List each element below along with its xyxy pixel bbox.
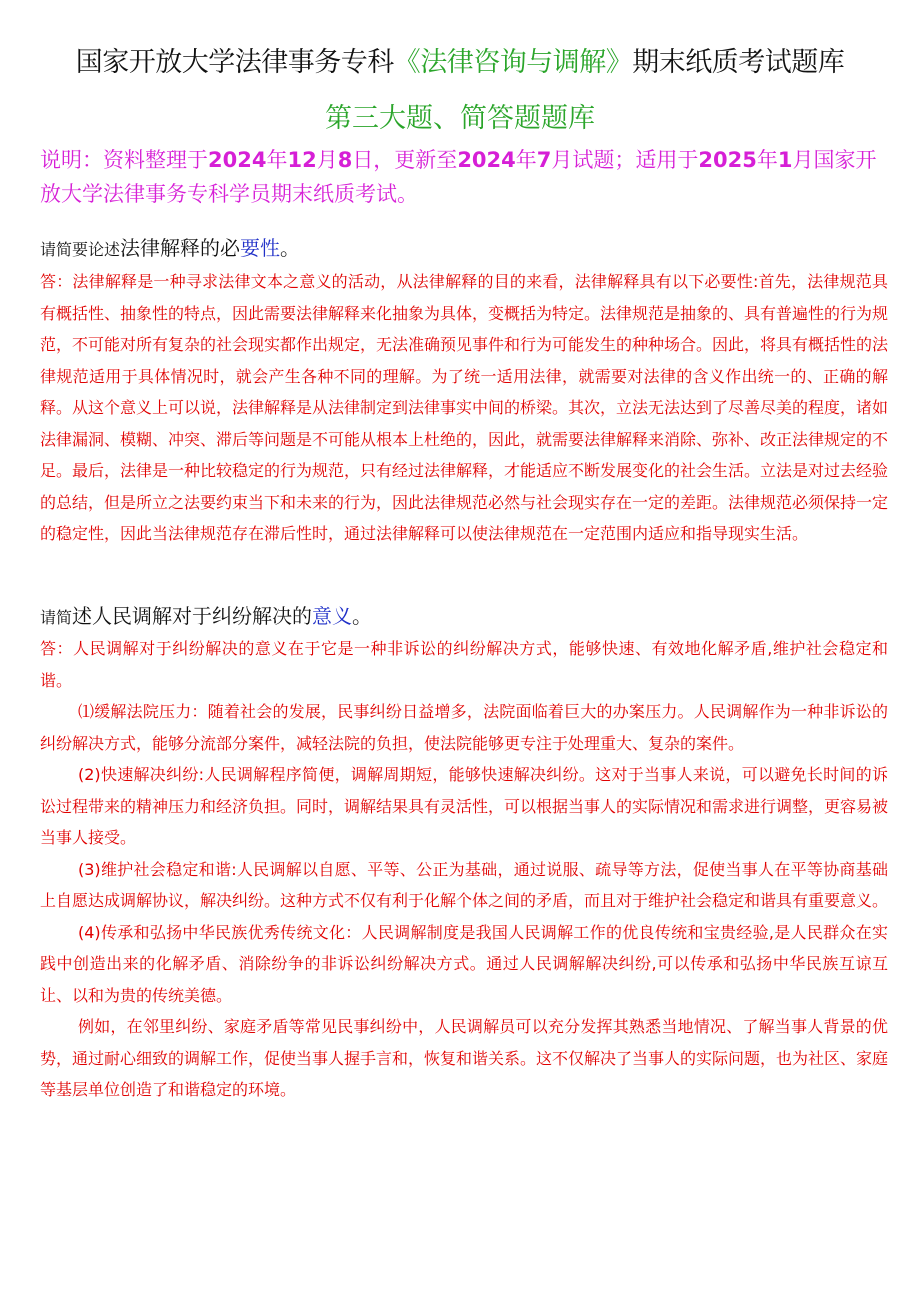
answer-point-4: (4)传承和弘扬中华民族优秀传统文化：人民调解制度是我国人民调解工作的优良传统和宝贵经验,是人民群众在实践中创造出来的化解矛盾、消除纷争的非诉讼纠纷解决方式。通过人民调解解决纠纷,可以传承和弘扬中华民族互谅互让、以和为贵的传统美德。 <box>40 922 888 1005</box>
note-bold: 8 <box>337 148 353 172</box>
answer-intro: 答：人民调解对于纠纷解决的意义在于它是一种非诉讼的纠纷解决方式，能够快速、有效地化解矛盾,维护社会稳定和谐。 <box>40 639 888 690</box>
answer-point-2: (2)快速解决纠纷:人民调解程序简便，调解周期短，能够快速解决纠纷。这对于当事人来说，可以避免长时间的诉讼过程带来的精神压力和经济负担。同时，调解结果具有灵活性，可以根据当事人的实际情况和需求进行调整，更容易被当事人接受。 <box>40 765 889 847</box>
question-2-heading <box>40 600 372 629</box>
question-prefix: 请简 <box>40 608 73 627</box>
section-subtitle: 第三大题、简答题题库 <box>325 103 595 134</box>
note-bold: 1 <box>777 148 793 172</box>
title-prefix: 国家开放大学法律事务专科 <box>75 47 394 78</box>
question-end: 。 <box>352 604 373 628</box>
question-prefix: 请简要论述 <box>40 240 121 259</box>
title-course: 《法律咨询与调解》 <box>393 47 633 78</box>
answer-paragraph: 答：法律解释是一种寻求法律文本之意义的活动，从法律解释的目的来看，法律解释具有以下必要性:首先，法律规范具有概括性、抽象性的特点，因此需要法律解释来化抽象为具体，变概括为特定。法律规范是抽象的、具有普遍性的行为规范，不可能对所有复杂的社会现实都作出规定，无法准确预见事件和行为可能发生的种种场合。因此，将具有概括性的法律规范适用于具体情况时，就会产生各种不同的理解。为了统一适用法律，就需要对法律的含义作出统一的、正确的解释。从这个意义上可以说，法律解释是从法律制定到法律事实中间的桥梁。其次，立法无法达到了尽善尽美的程度，诸如法律漏洞、模糊、冲突、滞后等问题是不可能从根本上杜绝的，因此，就需要法律解释来消除、弥补、改正法律规定的不足。最后，法律是一种比较稳定的行为规范，只有经过法律解释，才能适应不断发展变化的社会生活。立法是对过去经验的总结，但是所立之法要约束当下和未来的行为，因此法律规范必然与社会现实存在一定的差距。法律规范必须保持一定的稳定性，因此当法律规范存在滞后性时，通过法律解释可以使法律规范在一定范围内适应和指导现实生活。 <box>40 272 889 543</box>
note-text: 月 <box>316 148 338 172</box>
question-text: 述人民调解对于纠纷解决的 <box>72 604 313 628</box>
note-text: 年 <box>515 148 537 172</box>
question-keyword: 意义 <box>312 604 353 628</box>
note-text: 日，更新至 <box>352 148 458 172</box>
answer-example: 例如，在邻里纠纷、家庭矛盾等常见民事纠纷中，人民调解员可以充分发挥其熟悉当地情况、了解当事人背景的优势，通过耐心细致的调解工作，促使当事人握手言和，恢复和谐关系。这不仅解决了当事人的实际问题，也为社区、家庭等基层单位创造了和谐稳定的环境。 <box>40 1017 889 1099</box>
question-text: 法律解释的必 <box>120 236 241 260</box>
note-text: 月试题；适用于 <box>551 148 699 172</box>
note-bold: 2024 <box>457 148 516 172</box>
note-text: 说明：资料整理于 <box>40 148 208 172</box>
answer-point-1: ⑴缓解法院压力：随着社会的发展，民事纠纷日益增多，法院面临着巨大的办案压力。人民调解作为一种非诉讼的纠纷解决方式，能够分流部分案件，减轻法院的负担，使法院能够更专注于处理重大、复杂的案件。 <box>40 702 888 753</box>
note-text: 年 <box>756 148 778 172</box>
note-bold: 2025 <box>698 148 757 172</box>
answer-point-3: (3)维护社会稳定和谐:人民调解以自愿、平等、公正为基础，通过说服、疏导等方法，促使当事人在平等协商基础上自愿达成调解协议，解决纠纷。这种方式不仅有利于化解个体之间的矛盾，而且对于维护社会稳定和谐具有重要意义。 <box>40 859 889 910</box>
page-title <box>0 40 920 79</box>
description-note <box>40 143 885 211</box>
question-1-heading <box>40 232 300 261</box>
note-bold: 7 <box>536 148 552 172</box>
note-bold: 2024 <box>208 148 267 172</box>
question-2-answer <box>40 633 888 1106</box>
question-keyword: 要性 <box>240 236 281 260</box>
question-end: 。 <box>280 236 301 260</box>
note-bold: 12 <box>287 148 317 172</box>
question-1-answer <box>40 266 888 550</box>
note-text: 年 <box>266 148 288 172</box>
title-suffix: 期末纸质考试题库 <box>632 47 845 78</box>
note-text: 月国家开放大学法律事务专科学员期末纸质考试。 <box>40 148 877 206</box>
